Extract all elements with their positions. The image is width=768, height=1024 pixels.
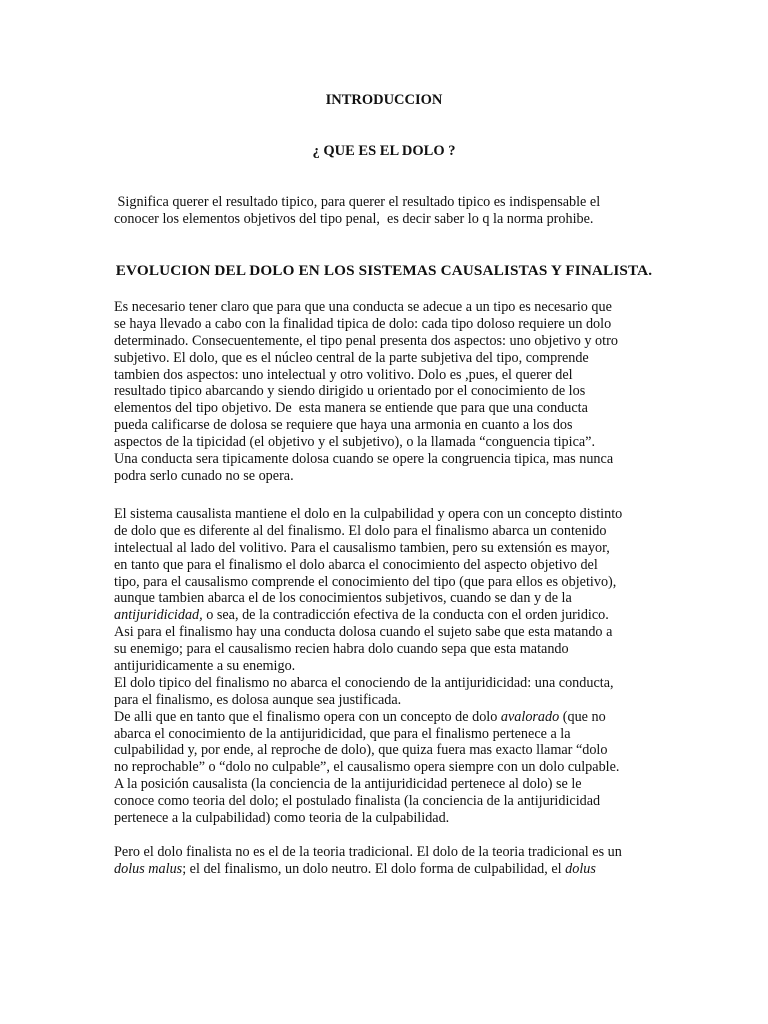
heading-introduccion: INTRODUCCION (325, 92, 443, 108)
text-line-avalorado (114, 709, 622, 726)
text-line: Una conducta sera tipicamente dolosa cuando se opere la congruencia tipica, mas nunca (114, 451, 614, 468)
text-line: se haya llevado a cabo con la finalidad tipica de dolo: cada tipo doloso requiere un dolo (114, 315, 612, 332)
paragraph-evolution (114, 299, 618, 485)
text-fragment: o sea, de la contradicción efectiva de la conducta con el orden juridico. (202, 607, 609, 624)
text-line: elementos del tipo objetivo. De esta manera se entiende que para que una conducta (114, 400, 588, 417)
text-line: culpabilidad y, por ende, al reproche de dolo), que quiza fuera mas exacto llamar “dolo (114, 742, 608, 759)
text-line: Significa querer el resultado tipico, para querer el resultado tipico es indispensable el (114, 194, 601, 210)
text-line: de dolo que es diferente al del finalismo. El dolo para el finalismo abarca un contenido (114, 522, 607, 539)
text-line: conocer los elementos objetivos del tipo penal, es decir saber lo q la norma prohibe. (114, 210, 594, 227)
heading-que-es-el-dolo: ¿ QUE ES EL DOLO ? (312, 143, 456, 159)
text-line: abarca el conocimiento de la antijuridicidad, que para el finalismo pertenece a la (114, 725, 571, 742)
text-line: tambien dos aspectos: uno intelectual y otro volitivo. Dolo es ,pues, el querer del (114, 366, 573, 383)
text-line: resultado tipico abarcando y siendo dirigido u orientado por el conocimiento de los (114, 383, 586, 400)
text-line: A la posición causalista (la conciencia de la antijuridicidad pertenece al dolo) se le (114, 776, 582, 793)
text-line: antijuridicamente a su enemigo. (114, 658, 296, 675)
paragraph-causalismo (114, 506, 622, 878)
text-line: Pero el dolo finalista no es el de la teoria tradicional. El dolo de la teoria tradicional es un (114, 843, 622, 860)
text-line: Asi para el finalismo hay una conducta dolosa cuando el sujeto sabe que esta matando a (114, 624, 613, 641)
text-line: tipo, para el causalismo comprende el conocimiento del tipo (que para ellos es objetivo), (114, 573, 617, 590)
text-line: pueda calificarse de dolosa se requiere que haya una armonia en cuanto a los dos (114, 417, 573, 434)
text-line: su enemigo; para el causalismo recien habra dolo cuando sepa que esta matando (114, 641, 569, 658)
text-line-antijuridicidad (114, 607, 622, 624)
text-fragment: De alli que en tanto que el finalismo opera con un concepto de dolo (114, 708, 501, 725)
italic-term: dolus (565, 860, 596, 877)
text-fragment: ; el del finalismo, un dolo neutro. El dolo forma de culpabilidad, el (182, 860, 566, 877)
text-line: pertenece a la culpabilidad) como teoria de la culpabilidad. (114, 810, 450, 827)
italic-term: dolus malus (114, 860, 183, 877)
italic-term: antijuridicidad, (114, 607, 203, 624)
text-line: aunque tambien abarca el de los conocimientos subjetivos, cuando se dan y de la (114, 590, 572, 607)
paragraph-gap (114, 827, 622, 844)
text-line: intelectual al lado del volitivo. Para el causalismo tambien, pero su extensión es mayor, (114, 539, 610, 556)
text-line: subjetivo. El dolo, que es el núcleo central de la parte subjetiva del tipo, comprende (114, 349, 589, 366)
text-line: conoce como teoria del dolo; el postulado finalista (la conciencia de la antijuridicidad (114, 793, 601, 810)
text-line: en tanto que para el finalismo el dolo abarca el conocimiento del aspecto objetivo del (114, 556, 598, 573)
text-line: El dolo tipico del finalismo no abarca el conociendo de la antijuridicidad: una conducta, (114, 674, 614, 691)
text-line: El sistema causalista mantiene el dolo en la culpabilidad y opera con un concepto distinto (114, 506, 623, 522)
paragraph-definition (114, 194, 600, 228)
text-line: aspectos de la tipicidad (el objetivo y el subjetivo), o la llamada “conguencia tipica”. (114, 434, 596, 451)
italic-term: avalorado (500, 708, 560, 725)
text-line-dolus-malus (114, 861, 622, 878)
text-line: determinado. Consecuentemente, el tipo penal presenta dos aspectos: uno objetivo y otro (114, 332, 618, 349)
text-line: no reprochable” o “dolo no culpable”, el causalismo opera siempre con un dolo culpable. (114, 759, 620, 776)
text-line: para el finalismo, es dolosa aunque sea justificada. (114, 691, 402, 708)
heading-evolucion-del-dolo: EVOLUCION DEL DOLO EN LOS SISTEMAS CAUSALISTAS Y FINALISTA. (115, 262, 653, 279)
text-fragment: (que no (559, 708, 606, 725)
text-line: podra serlo cunado no se opera. (114, 467, 294, 484)
text-line: Es necesario tener claro que para que una conducta se adecue a un tipo es necesario que (114, 299, 612, 315)
